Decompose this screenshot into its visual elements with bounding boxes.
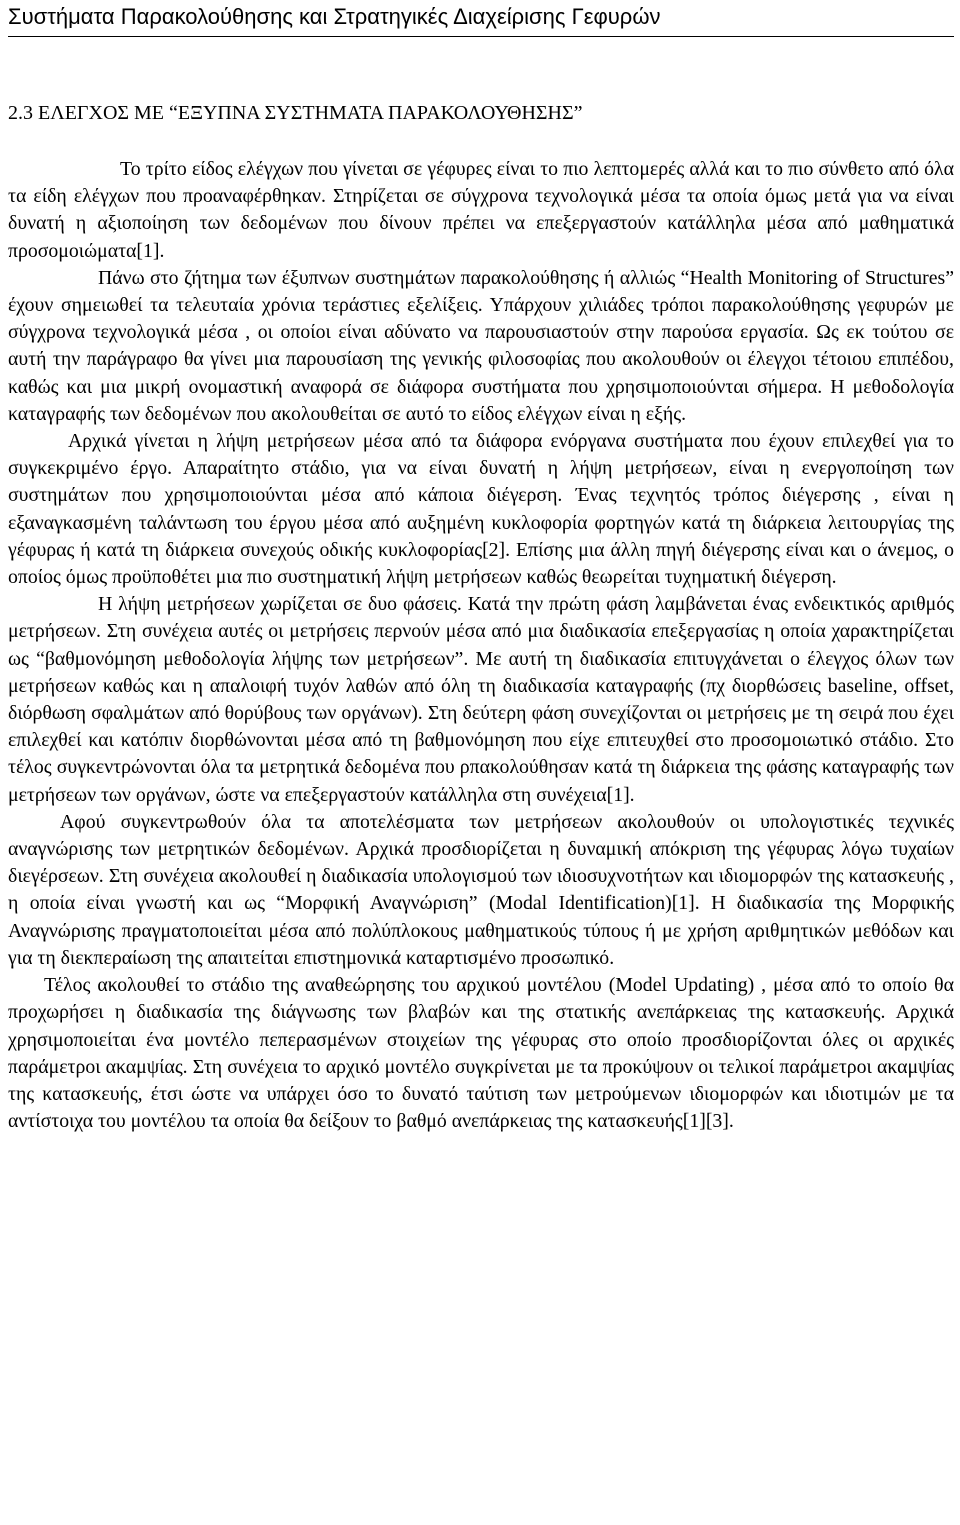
document-page (8, 0, 954, 1135)
paragraph: Αρχικά γίνεται η λήψη μετρήσεων μέσα από τα διάφορα ενόργανα συστήματα που έχουν επιλεχθεί για το συγκεκριμένο έργο. Απαραίτητο στάδιο, για να είναι δυνατή η λήψη μετρήσεων, είναι η ενεργοποίηση των συστημάτων που χρησιμοποιούνται μέσα από κάποια διέγερση. Ένας τεχνητός τρόπος διέγερσης , είναι η εξαναγκασμένη ταλάντωση του έργου μέσα από αυξημένη κυκλοφορία φορτηγών κατά τη διάρκεια λειτουργίας της γέφυρας ή κατά τη διάρκεια συνεχούς οδικής κυκλοφορίας[2]. Επίσης μια άλλη πηγή διέγερσης είναι και ο άνεμος, ο οποίος όμως προϋποθέτει μια πιο συστηματική λήψη μετρήσεων καθώς θεωρείται τυχηματική διέγερση. (8, 430, 954, 589)
paragraph: Η λήψη μετρήσεων χωρίζεται σε δυο φάσεις. Κατά την πρώτη φάση λαμβάνεται ένας ενδεικτικός αριθμός μετρήσεων. Στη συνέχεια αυτές οι μετρήσεις περνούν μέσα από μια διαδικασία επεξεργασίας η οποία χαρακτηρίζεται ως “βαθμονόμηση μεθοδολογία λήψης των μετρήσεων”. Με αυτή τη διαδικασία επιτυγχάνεται ο έλεγχος όλων των μετρήσεων καθώς και η απαλοιφή τυχόν λαθών από όλη τη διαδικασία καταγραφής (πχ διορθώσεις baseline, offset, διόρθωση σφαλμάτων από θορύβους των οργάνων). Στη δεύτερη φάση συνεχίζονται οι μετρήσεις με τη σειρά που έχει επιλεχθεί και κατόπιν διορθώνονται μέσα από τη βαθμονόμηση που είχε επιτευχθεί στο προσομοιωτικό στάδιο. Στο τέλος συγκεντρώνονται όλα τα μετρητικά δεδομένα που ρπακολούθησαν κατά τη διάρκεια της φάσης καταγραφής των μετρήσεων των οργάνων, ώστε να επεξεργαστούν κατάλληλα στη συνέχεια[1]. (8, 593, 954, 806)
paragraph: Τέλος ακολουθεί το στάδιο της αναθεώρησης του αρχικού μοντέλου (Model Updating) , μέσα από το οποίο θα προχωρήσει η διαδικασία της διάγνωσης των βλαβών και της στατικής ανεπάρκειας της κατασκευής. Αρχικά χρησιμοποιείται ένα μοντέλο πεπερασμένων στοιχείων της γέφυρας στο οποίο προσδιορίζονται όλες οι αρχικές παράμετροι ακαμψίας. Στη συνέχεια το αρχικό μοντέλο συγκρίνεται με τα προκύψουν οι τελικοί παράμετροι ακαμψίας της κατασκευής, έτσι ώστε να υπάρχει όσο το δυνατό ταύτιση των μετρούμενων ιδιομορφών και ιδιοτιμών με τα αντίστοιχα του μοντέλου τα οποία θα δείξουν το βαθμό ανεπάρκειας της κατασκευής[1][3]. (8, 974, 954, 1133)
running-header: Συστήματα Παρακολούθησης και Στρατηγικές Διαχείρισης Γεφυρών (8, 4, 661, 29)
body-text (8, 156, 954, 1135)
paragraph: Το τρίτο είδος ελέγχων που γίνεται σε γέφυρες είναι το πιο λεπτομερές αλλά και το πιο σύνθετο από όλα τα είδη ελέγχων που προαναφέρθηκαν. Στηρίζεται σε σύγχρονα τεχνολογικά μέσα τα οποία όμως μετά για να είναι δυνατή η αξιοποίηση των δεδομένων που δίνουν πρέπει να επεξεργαστούν κατάλληλα μέσα από μαθηματικά προσομοιώματα[1]. (8, 158, 954, 262)
section-heading: 2.3 ΕΛΕΓΧΟΣ ΜΕ “ΕΞΥΠΝΑ ΣΥΣΤΗΜΑΤΑ ΠΑΡΑΚΟΛΟΥΘΗΣΗΣ” (8, 102, 583, 124)
paragraph: Αφού συγκεντρωθούν όλα τα αποτελέσματα των μετρήσεων ακολουθούν οι υπολογιστικές τεχνικές αναγνώρισης των μετρητικών δεδομένων. Αρχικά προσδιορίζεται η δυναμική απόκριση της γέφυρας λόγω τυχαίων διεγέρσεων. Στη συνέχεια ακολουθεί η διαδικασία υπολογισμού των ιδιοσυχνοτήτων και ιδιομορφών της κατασκευής , η οποία είναι γνωστή και ως “Μορφική Αναγνώριση” (Modal Identification)[1]. Η διαδικασία της Μορφικής Αναγνώρισης πραγματοποιείται μέσα από πολύπλοκους μαθηματικούς τύπους ή με χρήση αριθμητικών μεθόδων και για τη διεκπεραίωση της απαιτείται επιστημονικά καταρτισμένο προσωπικό. (8, 810, 954, 969)
header-divider (8, 36, 954, 37)
paragraph: Πάνω στο ζήτημα των έξυπνων συστημάτων παρακολούθησης ή αλλιώς “Health Monitoring of Structures” έχουν σημειωθεί τα τελευταία χρόνια τεράστιες εξελίξεις. Υπάρχουν χιλιάδες τρόποι παρακολούθησης γεφυρών με σύγχρονα τεχνολογικά μέσα , οι οποίοι είναι αδύνατο να παρουσιαστούν στην παρούσα εργασία. Ως εκ τούτου σε αυτή την παράγραφο θα γίνει μια παρουσίαση της γενικής φιλοσοφίας που ακολουθούν οι έλεγχοι τέτοιου επιπέδου, καθώς και μια μικρή ονομαστική αναφορά σε διάφορα συστήματα που χρησιμοποιούνται σήμερα. Η μεθοδολογία καταγραφής των δεδομένων που ακολουθείται σε αυτό το είδος ελέγχων είναι η εξής. (8, 266, 954, 425)
